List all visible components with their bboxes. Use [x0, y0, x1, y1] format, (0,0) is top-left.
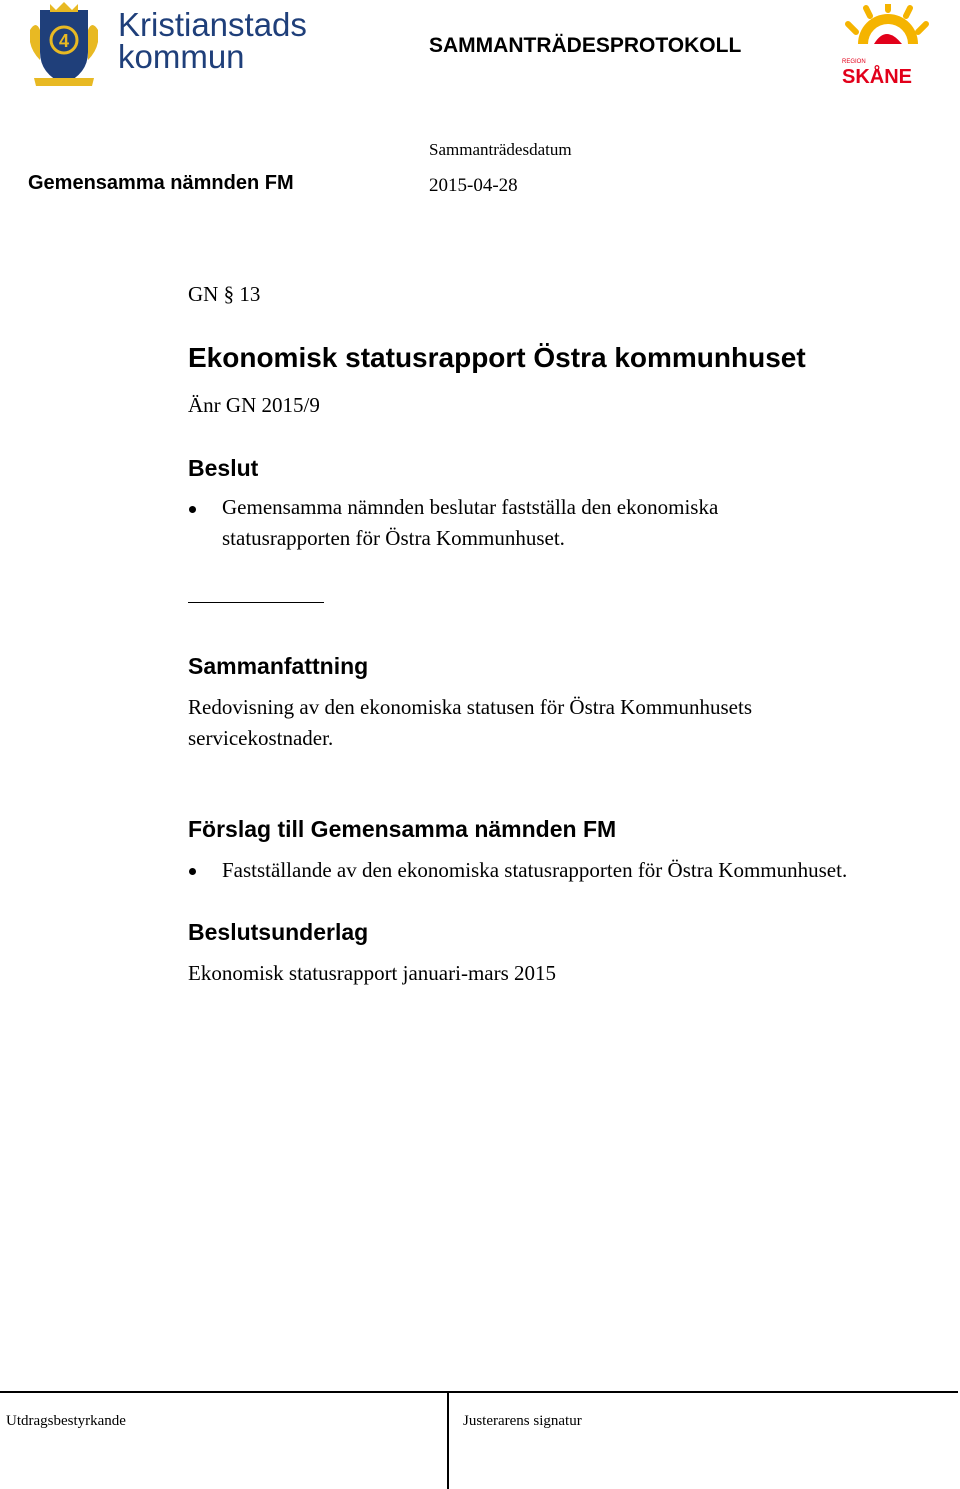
municipality-logo [26, 0, 316, 90]
footer-column-divider [447, 1391, 449, 1489]
divider [188, 602, 324, 603]
decision-heading: Beslut [188, 455, 259, 481]
page-title: Ekonomisk statusrapport Östra kommunhuset [188, 342, 806, 373]
basis-text: Ekonomisk statusrapport januari-mars 2015 [188, 961, 557, 985]
case-number: GN § 13 [188, 282, 261, 306]
proposal-heading: Förslag till Gemensamma nämnden FM [188, 816, 617, 842]
bullet-icon [189, 868, 196, 875]
signature-label: Justerarens signatur [463, 1413, 582, 1429]
bullet-icon [189, 506, 196, 513]
proposal-text: Fastställande av den ekonomiska statusrapporten för Östra Kommunhuset. [222, 858, 848, 882]
certification-label: Utdragsbestyrkande [6, 1413, 126, 1429]
summary-heading: Sammanfattning [188, 653, 369, 679]
summary-text: Redovisning av den ekonomiska statusen för Östra Kommunhusets servicekostnader. [188, 695, 753, 750]
footer-divider [0, 1391, 958, 1393]
basis-heading: Beslutsunderlag [188, 919, 369, 945]
meeting-date-value: 2015-04-28 [429, 175, 518, 196]
decision-text: Gemensamma nämnden beslutar fastställa den ekonomiska statusrapporten för Östra Kommunhuset. [222, 495, 719, 550]
coat-of-arms-icon [26, 0, 102, 88]
region-small-label: REGION [842, 59, 866, 65]
svg-text:4: 4 [58, 31, 70, 51]
region-logo [838, 4, 936, 88]
reference-number: Änr GN 2015/9 [188, 393, 320, 417]
sun-icon [838, 4, 936, 64]
meeting-date-label: Sammanträdesdatum [429, 140, 572, 159]
region-name: SKÅNE [842, 66, 913, 88]
document-type: SAMMANTRÄDESPROTOKOLL [429, 34, 742, 57]
committee-name: Gemensamma nämnden FM [28, 172, 294, 194]
municipality-name-line2: kommun [118, 38, 245, 75]
municipality-name-line1: Kristianstads [118, 6, 307, 43]
